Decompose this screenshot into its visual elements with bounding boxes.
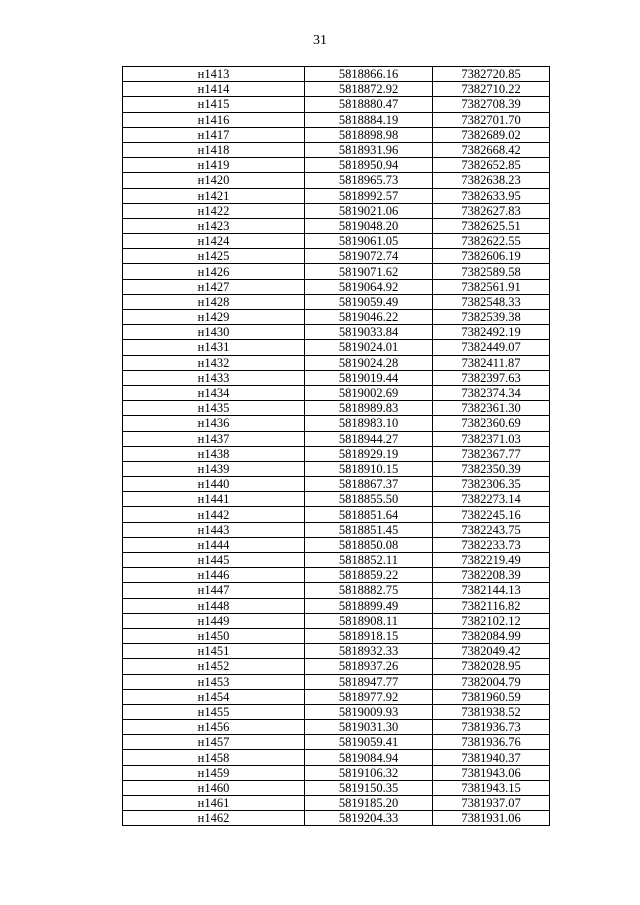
point-id-cell: н1444: [123, 537, 305, 552]
point-id-cell: н1428: [123, 294, 305, 309]
x-coordinate-cell: 5818851.45: [305, 522, 433, 537]
table-row: [123, 507, 550, 522]
y-coordinate-cell: 7382004.79: [433, 674, 550, 689]
point-id-cell: н1441: [123, 492, 305, 507]
x-coordinate-cell: 5819059.41: [305, 735, 433, 750]
table-row: [123, 294, 550, 309]
y-coordinate-cell: 7382273.14: [433, 492, 550, 507]
table-row: [123, 446, 550, 461]
point-id-cell: н1439: [123, 461, 305, 476]
y-coordinate-cell: 7382243.75: [433, 522, 550, 537]
x-coordinate-cell: 5818872.92: [305, 82, 433, 97]
table-row: [123, 537, 550, 552]
y-coordinate-cell: 7381943.06: [433, 765, 550, 780]
x-coordinate-cell: 5818852.11: [305, 553, 433, 568]
point-id-cell: н1435: [123, 401, 305, 416]
y-coordinate-cell: 7381938.52: [433, 704, 550, 719]
table-row: [123, 385, 550, 400]
x-coordinate-cell: 5818910.15: [305, 461, 433, 476]
table-row: [123, 188, 550, 203]
x-coordinate-cell: 5819106.32: [305, 765, 433, 780]
point-id-cell: н1446: [123, 568, 305, 583]
point-id-cell: н1417: [123, 127, 305, 142]
y-coordinate-cell: 7382367.77: [433, 446, 550, 461]
point-id-cell: н1458: [123, 750, 305, 765]
table-row: [123, 598, 550, 613]
y-coordinate-cell: 7382689.02: [433, 127, 550, 142]
point-id-cell: н1455: [123, 704, 305, 719]
point-id-cell: н1454: [123, 689, 305, 704]
point-id-cell: н1437: [123, 431, 305, 446]
x-coordinate-cell: 5819024.01: [305, 340, 433, 355]
x-coordinate-cell: 5818867.37: [305, 477, 433, 492]
point-id-cell: н1429: [123, 310, 305, 325]
y-coordinate-cell: 7382245.16: [433, 507, 550, 522]
y-coordinate-cell: 7382208.39: [433, 568, 550, 583]
table-row: [123, 720, 550, 735]
point-id-cell: н1415: [123, 97, 305, 112]
x-coordinate-cell: 5818947.77: [305, 674, 433, 689]
x-coordinate-cell: 5819021.06: [305, 203, 433, 218]
table-row: [123, 142, 550, 157]
point-id-cell: н1420: [123, 173, 305, 188]
point-id-cell: н1434: [123, 385, 305, 400]
x-coordinate-cell: 5819048.20: [305, 218, 433, 233]
point-id-cell: н1418: [123, 142, 305, 157]
point-id-cell: н1421: [123, 188, 305, 203]
x-coordinate-cell: 5819002.69: [305, 385, 433, 400]
point-id-cell: н1462: [123, 811, 305, 826]
x-coordinate-cell: 5819072.74: [305, 249, 433, 264]
point-id-cell: н1459: [123, 765, 305, 780]
y-coordinate-cell: 7382638.23: [433, 173, 550, 188]
y-coordinate-cell: 7382625.51: [433, 218, 550, 233]
y-coordinate-cell: 7382539.38: [433, 310, 550, 325]
point-id-cell: н1423: [123, 218, 305, 233]
point-id-cell: н1416: [123, 112, 305, 127]
point-id-cell: н1460: [123, 780, 305, 795]
y-coordinate-cell: 7382360.69: [433, 416, 550, 431]
x-coordinate-cell: 5818851.64: [305, 507, 433, 522]
table-row: [123, 82, 550, 97]
x-coordinate-cell: 5818866.16: [305, 67, 433, 82]
y-coordinate-cell: 7382633.95: [433, 188, 550, 203]
point-id-cell: н1451: [123, 644, 305, 659]
table-row: [123, 568, 550, 583]
y-coordinate-cell: 7381960.59: [433, 689, 550, 704]
table-row: [123, 340, 550, 355]
y-coordinate-cell: 7382720.85: [433, 67, 550, 82]
y-coordinate-cell: 7382371.03: [433, 431, 550, 446]
point-id-cell: н1433: [123, 370, 305, 385]
table-row: [123, 796, 550, 811]
x-coordinate-cell: 5818944.27: [305, 431, 433, 446]
x-coordinate-cell: 5819204.33: [305, 811, 433, 826]
table-row: [123, 203, 550, 218]
y-coordinate-cell: 7381943.15: [433, 780, 550, 795]
y-coordinate-cell: 7382622.55: [433, 234, 550, 249]
y-coordinate-cell: 7382449.07: [433, 340, 550, 355]
coordinates-table: [122, 66, 550, 826]
point-id-cell: н1442: [123, 507, 305, 522]
y-coordinate-cell: 7382701.70: [433, 112, 550, 127]
table-row: [123, 264, 550, 279]
table-row: [123, 750, 550, 765]
point-id-cell: н1449: [123, 613, 305, 628]
table-row: [123, 492, 550, 507]
y-coordinate-cell: 7382589.58: [433, 264, 550, 279]
table-row: [123, 310, 550, 325]
point-id-cell: н1436: [123, 416, 305, 431]
x-coordinate-cell: 5818950.94: [305, 158, 433, 173]
table-row: [123, 780, 550, 795]
table-row: [123, 522, 550, 537]
point-id-cell: н1443: [123, 522, 305, 537]
point-id-cell: н1427: [123, 279, 305, 294]
table-row: [123, 765, 550, 780]
page-number: 31: [313, 33, 327, 48]
y-coordinate-cell: 7382102.12: [433, 613, 550, 628]
y-coordinate-cell: 7381931.06: [433, 811, 550, 826]
y-coordinate-cell: 7382668.42: [433, 142, 550, 157]
x-coordinate-cell: 5819033.84: [305, 325, 433, 340]
table-row: [123, 461, 550, 476]
point-id-cell: н1448: [123, 598, 305, 613]
x-coordinate-cell: 5818859.22: [305, 568, 433, 583]
y-coordinate-cell: 7382361.30: [433, 401, 550, 416]
table-row: [123, 325, 550, 340]
table-row: [123, 659, 550, 674]
point-id-cell: н1457: [123, 735, 305, 750]
table-row: [123, 279, 550, 294]
y-coordinate-cell: 7382374.34: [433, 385, 550, 400]
x-coordinate-cell: 5819185.20: [305, 796, 433, 811]
table-row: [123, 67, 550, 82]
x-coordinate-cell: 5818908.11: [305, 613, 433, 628]
x-coordinate-cell: 5818918.15: [305, 628, 433, 643]
x-coordinate-cell: 5818931.96: [305, 142, 433, 157]
table-row: [123, 158, 550, 173]
x-coordinate-cell: 5819031.30: [305, 720, 433, 735]
y-coordinate-cell: 7382028.95: [433, 659, 550, 674]
x-coordinate-cell: 5818884.19: [305, 112, 433, 127]
y-coordinate-cell: 7382548.33: [433, 294, 550, 309]
y-coordinate-cell: 7381937.07: [433, 796, 550, 811]
x-coordinate-cell: 5819064.92: [305, 279, 433, 294]
y-coordinate-cell: 7382233.73: [433, 537, 550, 552]
y-coordinate-cell: 7382411.87: [433, 355, 550, 370]
x-coordinate-cell: 5818992.57: [305, 188, 433, 203]
table-row: [123, 234, 550, 249]
y-coordinate-cell: 7382306.35: [433, 477, 550, 492]
x-coordinate-cell: 5818880.47: [305, 97, 433, 112]
table-row: [123, 477, 550, 492]
y-coordinate-cell: 7382144.13: [433, 583, 550, 598]
y-coordinate-cell: 7382627.83: [433, 203, 550, 218]
y-coordinate-cell: 7382561.91: [433, 279, 550, 294]
table-row: [123, 735, 550, 750]
point-id-cell: н1413: [123, 67, 305, 82]
point-id-cell: н1445: [123, 553, 305, 568]
y-coordinate-cell: 7382350.39: [433, 461, 550, 476]
point-id-cell: н1419: [123, 158, 305, 173]
table-row: [123, 613, 550, 628]
x-coordinate-cell: 5818983.10: [305, 416, 433, 431]
point-id-cell: н1414: [123, 82, 305, 97]
point-id-cell: н1431: [123, 340, 305, 355]
point-id-cell: н1430: [123, 325, 305, 340]
table-row: [123, 704, 550, 719]
coordinates-table-body: [123, 67, 550, 826]
table-row: [123, 127, 550, 142]
x-coordinate-cell: 5818989.83: [305, 401, 433, 416]
y-coordinate-cell: 7382606.19: [433, 249, 550, 264]
table-row: [123, 644, 550, 659]
table-row: [123, 674, 550, 689]
x-coordinate-cell: 5819059.49: [305, 294, 433, 309]
x-coordinate-cell: 5818937.26: [305, 659, 433, 674]
y-coordinate-cell: 7381940.37: [433, 750, 550, 765]
point-id-cell: н1432: [123, 355, 305, 370]
table-row: [123, 112, 550, 127]
y-coordinate-cell: 7382084.99: [433, 628, 550, 643]
table-row: [123, 249, 550, 264]
point-id-cell: н1426: [123, 264, 305, 279]
table-row: [123, 811, 550, 826]
point-id-cell: н1422: [123, 203, 305, 218]
point-id-cell: н1456: [123, 720, 305, 735]
point-id-cell: н1447: [123, 583, 305, 598]
y-coordinate-cell: 7382710.22: [433, 82, 550, 97]
y-coordinate-cell: 7382219.49: [433, 553, 550, 568]
x-coordinate-cell: 5818882.75: [305, 583, 433, 598]
table-row: [123, 401, 550, 416]
x-coordinate-cell: 5818850.08: [305, 537, 433, 552]
y-coordinate-cell: 7382397.63: [433, 370, 550, 385]
table-row: [123, 173, 550, 188]
x-coordinate-cell: 5818929.19: [305, 446, 433, 461]
x-coordinate-cell: 5818899.49: [305, 598, 433, 613]
y-coordinate-cell: 7381936.73: [433, 720, 550, 735]
x-coordinate-cell: 5819024.28: [305, 355, 433, 370]
table-row: [123, 583, 550, 598]
table-row: [123, 355, 550, 370]
point-id-cell: н1453: [123, 674, 305, 689]
table-row: [123, 431, 550, 446]
y-coordinate-cell: 7382116.82: [433, 598, 550, 613]
x-coordinate-cell: 5819046.22: [305, 310, 433, 325]
y-coordinate-cell: 7382492.19: [433, 325, 550, 340]
table-row: [123, 218, 550, 233]
point-id-cell: н1440: [123, 477, 305, 492]
x-coordinate-cell: 5818932.33: [305, 644, 433, 659]
y-coordinate-cell: 7382652.85: [433, 158, 550, 173]
x-coordinate-cell: 5819150.35: [305, 780, 433, 795]
x-coordinate-cell: 5818855.50: [305, 492, 433, 507]
table-row: [123, 97, 550, 112]
y-coordinate-cell: 7381936.76: [433, 735, 550, 750]
table-row: [123, 370, 550, 385]
x-coordinate-cell: 5819009.93: [305, 704, 433, 719]
table-row: [123, 416, 550, 431]
x-coordinate-cell: 5819084.94: [305, 750, 433, 765]
y-coordinate-cell: 7382049.42: [433, 644, 550, 659]
x-coordinate-cell: 5819019.44: [305, 370, 433, 385]
point-id-cell: н1424: [123, 234, 305, 249]
x-coordinate-cell: 5818898.98: [305, 127, 433, 142]
point-id-cell: н1450: [123, 628, 305, 643]
y-coordinate-cell: 7382708.39: [433, 97, 550, 112]
table-row: [123, 689, 550, 704]
table-row: [123, 628, 550, 643]
x-coordinate-cell: 5818977.92: [305, 689, 433, 704]
point-id-cell: н1425: [123, 249, 305, 264]
table-row: [123, 553, 550, 568]
x-coordinate-cell: 5819061.05: [305, 234, 433, 249]
point-id-cell: н1461: [123, 796, 305, 811]
x-coordinate-cell: 5819071.62: [305, 264, 433, 279]
x-coordinate-cell: 5818965.73: [305, 173, 433, 188]
point-id-cell: н1438: [123, 446, 305, 461]
point-id-cell: н1452: [123, 659, 305, 674]
